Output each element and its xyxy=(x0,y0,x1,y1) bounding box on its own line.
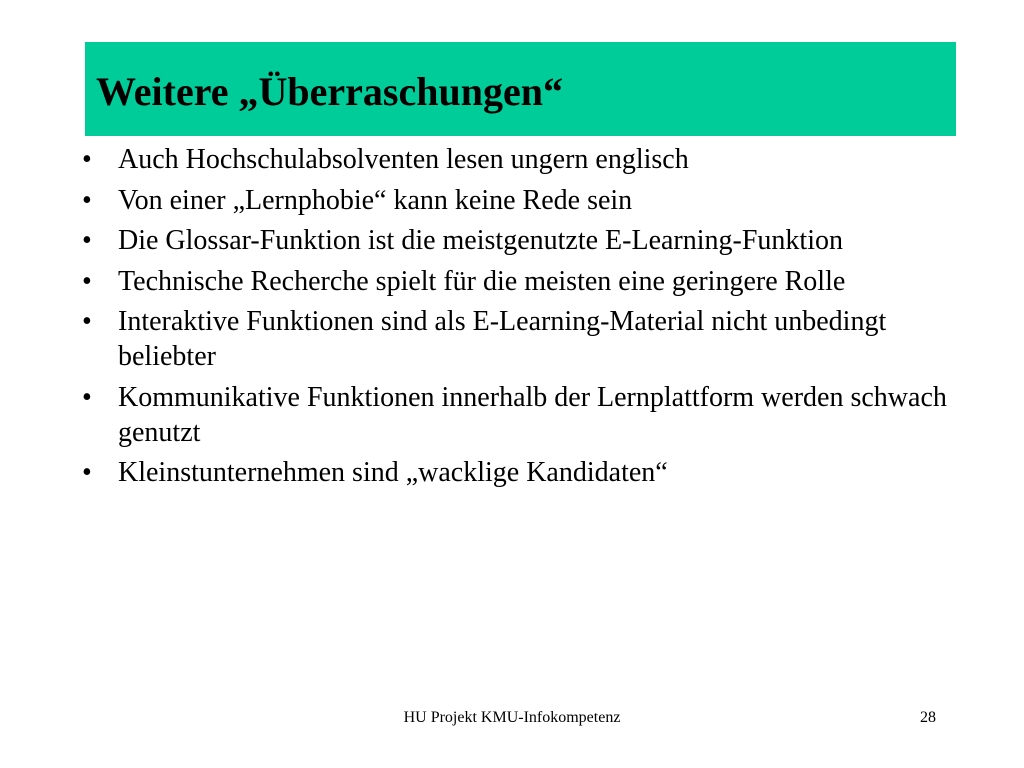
bullet-item xyxy=(74,142,954,177)
bullet-item xyxy=(74,183,954,218)
bullet-icon: • xyxy=(82,306,92,337)
slide-title: Weitere „Überraschungen“ xyxy=(96,69,563,114)
bullet-item xyxy=(74,264,954,299)
bullet-icon: • xyxy=(82,457,92,488)
bullet-list xyxy=(74,142,954,490)
slide-footer: HU Projekt KMU-Infokompetenz xyxy=(403,709,621,726)
bullet-item xyxy=(74,380,954,450)
bullet-text: Interaktive Funktionen sind als E-Learning-Material nicht unbedingt beliebter xyxy=(118,306,887,372)
bullet-item xyxy=(74,223,954,258)
bullet-icon: • xyxy=(82,265,92,297)
bullet-item xyxy=(74,304,954,374)
bullet-text: Von einer „Lernphobie“ kann keine Rede sein xyxy=(118,184,633,216)
bullet-icon: • xyxy=(82,144,92,175)
bullet-text: Kommunikative Funktionen innerhalb der Lernplattform werden schwach genutzt xyxy=(118,381,947,448)
bullet-text: Technische Recherche spielt für die meisten eine geringere Rolle xyxy=(118,265,846,297)
page-number: 28 xyxy=(920,709,936,726)
bullet-item xyxy=(74,455,954,490)
bullet-text: Auch Hochschulabsolventen lesen ungern englisch xyxy=(118,144,689,175)
bullet-icon: • xyxy=(82,225,92,256)
bullet-text: Die Glossar-Funktion ist die meistgenutzte E-Learning-Funktion xyxy=(118,225,843,256)
bullet-text: Kleinstunternehmen sind „wacklige Kandidaten“ xyxy=(118,457,668,488)
bullet-icon: • xyxy=(82,381,92,413)
slide-title-banner xyxy=(85,42,956,136)
bullet-icon: • xyxy=(82,184,92,216)
